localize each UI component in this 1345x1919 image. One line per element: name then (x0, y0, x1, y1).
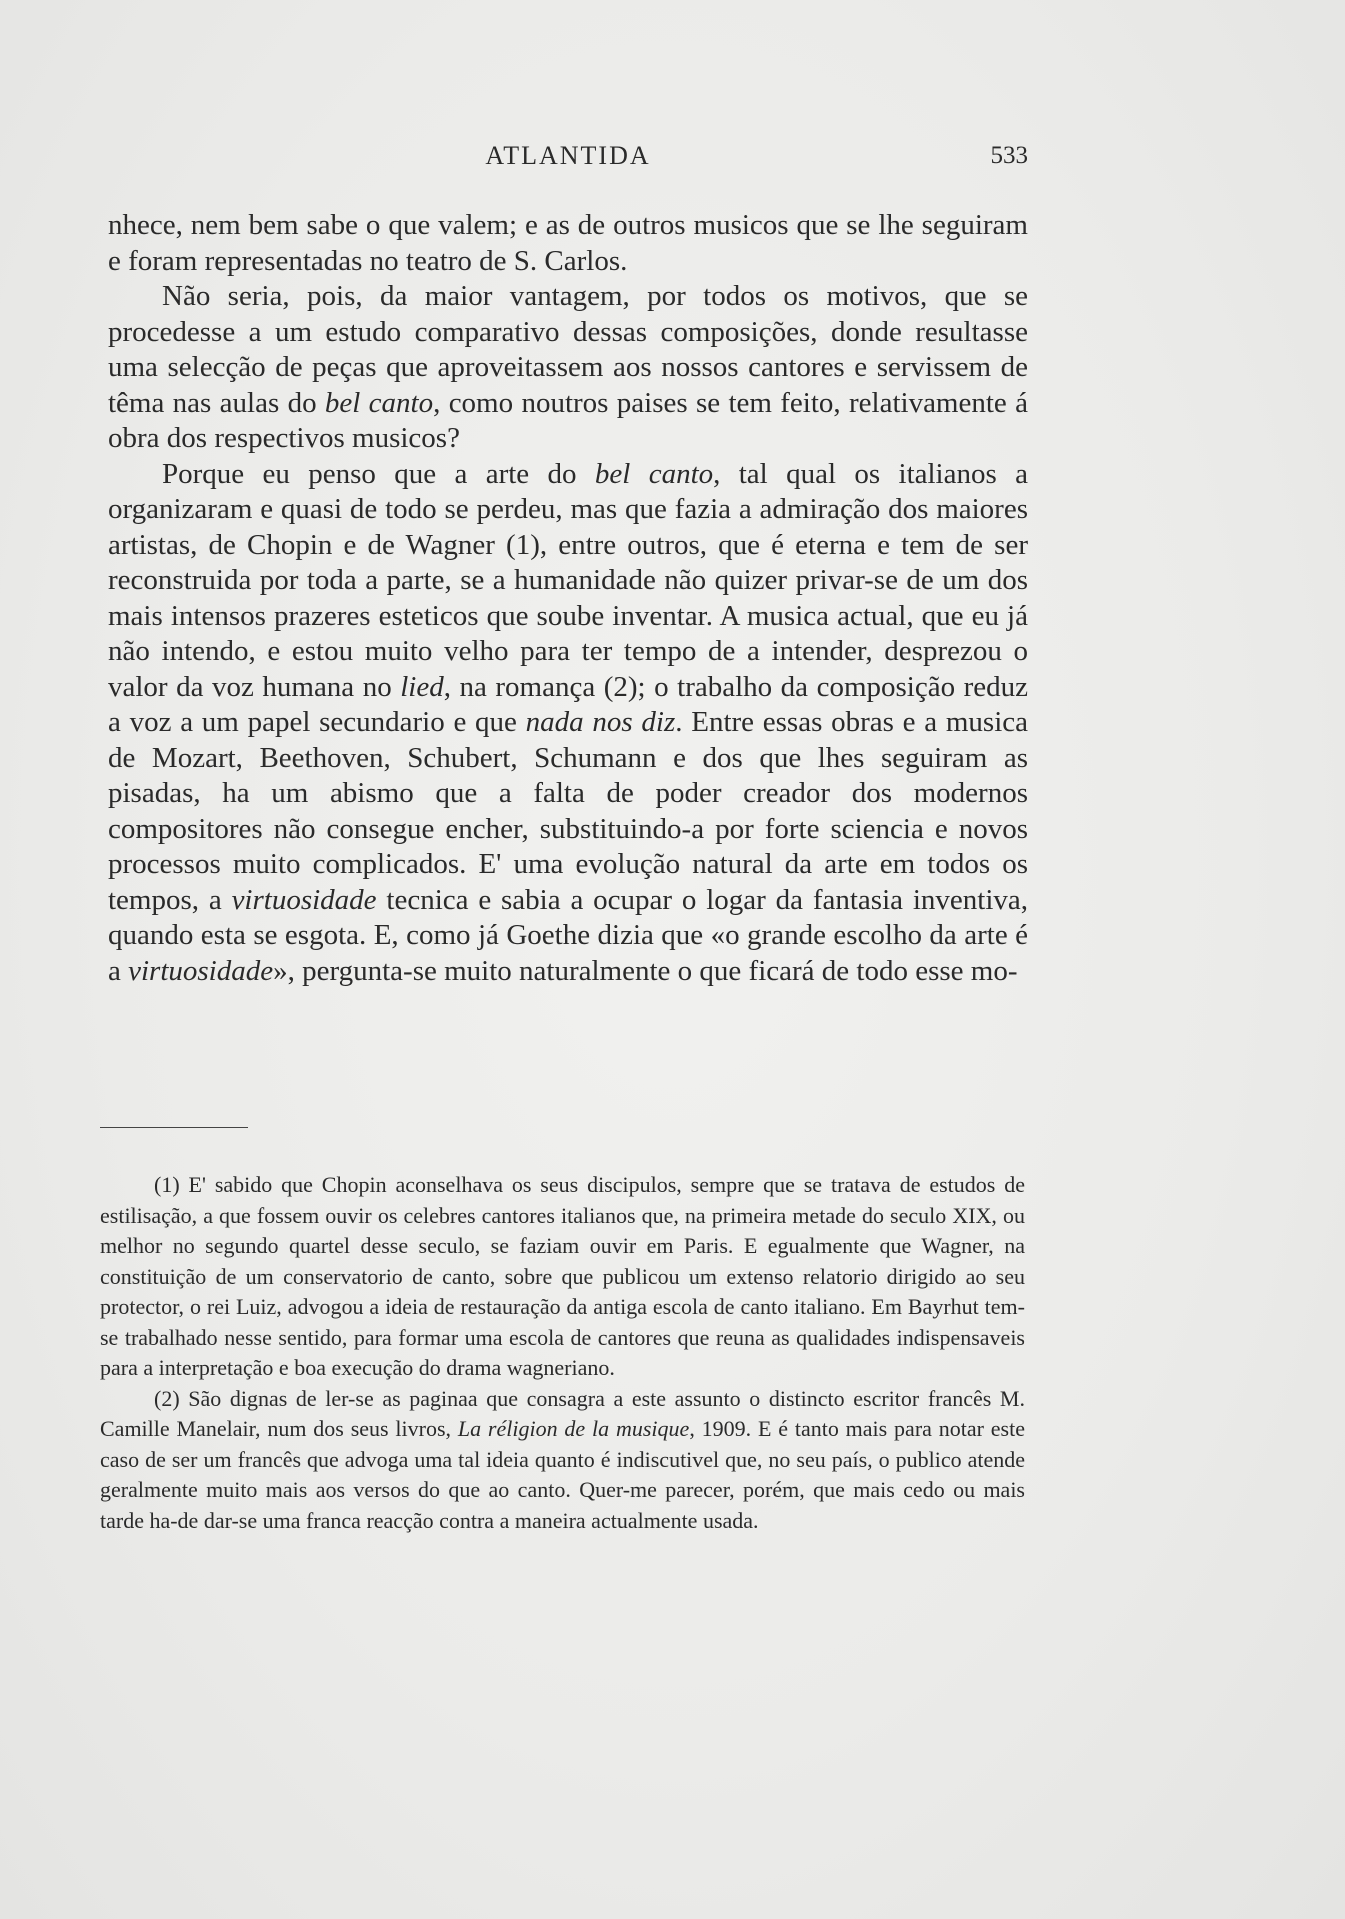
italic-term: virtuosidade (128, 954, 274, 987)
italic-term: virtuosidade (231, 883, 377, 916)
footnotes (100, 1170, 1025, 1536)
body-text (108, 208, 1028, 989)
text-run: tecnica e sabia a ocupar o logar da fantasia inventiva, quando esta se esgota. E, como já Goethe dizia que «o grande escolho da arte é a (108, 883, 1028, 987)
paragraph-1: nhece, nem bem sabe o que valem; e as de outros musicos que se lhe seguiram e foram representadas no teatro de S. Carlos. (108, 209, 1028, 277)
paragraph-3 (108, 457, 1028, 990)
footnote-2 (100, 1384, 1025, 1537)
text-run: , como noutros paises se tem feito, relativamente á obra dos respectivos musicos? (108, 386, 1028, 454)
page-number: 533 (990, 142, 1028, 169)
text-run: Porque eu penso que a arte do (162, 457, 595, 490)
paragraph-2 (108, 279, 1028, 457)
text-run: , na romança (2); o trabalho da composição reduz a voz a um papel secundario e que (108, 670, 1029, 738)
italic-book-title: La réligion de la musique (457, 1416, 690, 1441)
text-run: , 1909. E é tanto mais para notar este caso de ser um francês que advoga uma tal ideia quanto é indiscutivel que, no seu país, o publico atende geralmente muito mais aos versos do que ao canto. Quer-me parecer, porém, que mais cedo ou mais tarde ha-de dar-se uma franca reacção contra a maneira actualmente usada. (100, 1416, 1025, 1533)
italic-term: lied (400, 670, 444, 703)
italic-term: nada nos diz (525, 706, 676, 738)
text-run: (2) São dignas de ler-se as paginaa que consagra a este assunto o distincto escritor francês M. Camille Manelair, num dos seus livros, (100, 1385, 1025, 1441)
text-run: », pergunta-se muito naturalmente o que ficará de todo esse mo- (273, 954, 1018, 987)
text-run: Não seria, pois, da maior vantagem, por todos os motivos, que se procedesse a um estudo comparativo dessas composições, donde resultasse uma selecção de peças que aproveitassem aos nossos cantores e servissem de têma nas aulas do (108, 280, 1028, 419)
italic-term: bel canto (324, 386, 434, 419)
running-title: ATLANTIDA (485, 141, 651, 170)
italic-term: bel canto (594, 457, 714, 490)
footnote-1: (1) E' sabido que Chopin aconselhava os seus discipulos, sempre que se tratava de estudos de estilisação, a que fossem ouvir os celebres cantores italianos que, na primeira metade do seculo XIX, ou melhor no segundo quartel desse seculo, se faziam ouvir em Paris. E egualmente que Wagner, na constituição de um conservatorio de canto, sobre que publicou um extenso relatorio dirigido ao seu protector, o rei Luiz, advogou a ideia de restauração da antiga escola de canto italiano. Em Bayrhut tem-se trabalhado nesse sentido, para formar uma escola de cantores que reuna as qualidades indispensaveis para a interpretação e boa execução do drama wagneriano. (100, 1172, 1025, 1380)
text-run: . Entre essas obras e a musica de Mozart, Beethoven, Schubert, Schumann e dos que lhes seguiram as pisadas, ha um abismo que a falta de poder creador dos modernos compositores não consegue encher, substituindo-a por forte sciencia e novos processos muito complicados. E' uma evolução natural da arte em todos os tempos, a (108, 706, 1028, 916)
footnote-divider (100, 1127, 248, 1128)
running-head (108, 136, 1028, 176)
text-run: , tal qual os italianos a organizaram e quasi de todo se perdeu, mas que fazia a admiração dos maiores artistas, de Chopin e de Wagner (1), entre outros, que é eterna e tem de ser reconstruida por toda a parte, se a humanidade não quizer privar-se de um dos mais intensos prazeres esteticos que soube inventar. A musica actual, que eu já não intendo, e estou muito velho para ter tempo de a intender, desprezou o valor da voz humana no (108, 457, 1028, 703)
